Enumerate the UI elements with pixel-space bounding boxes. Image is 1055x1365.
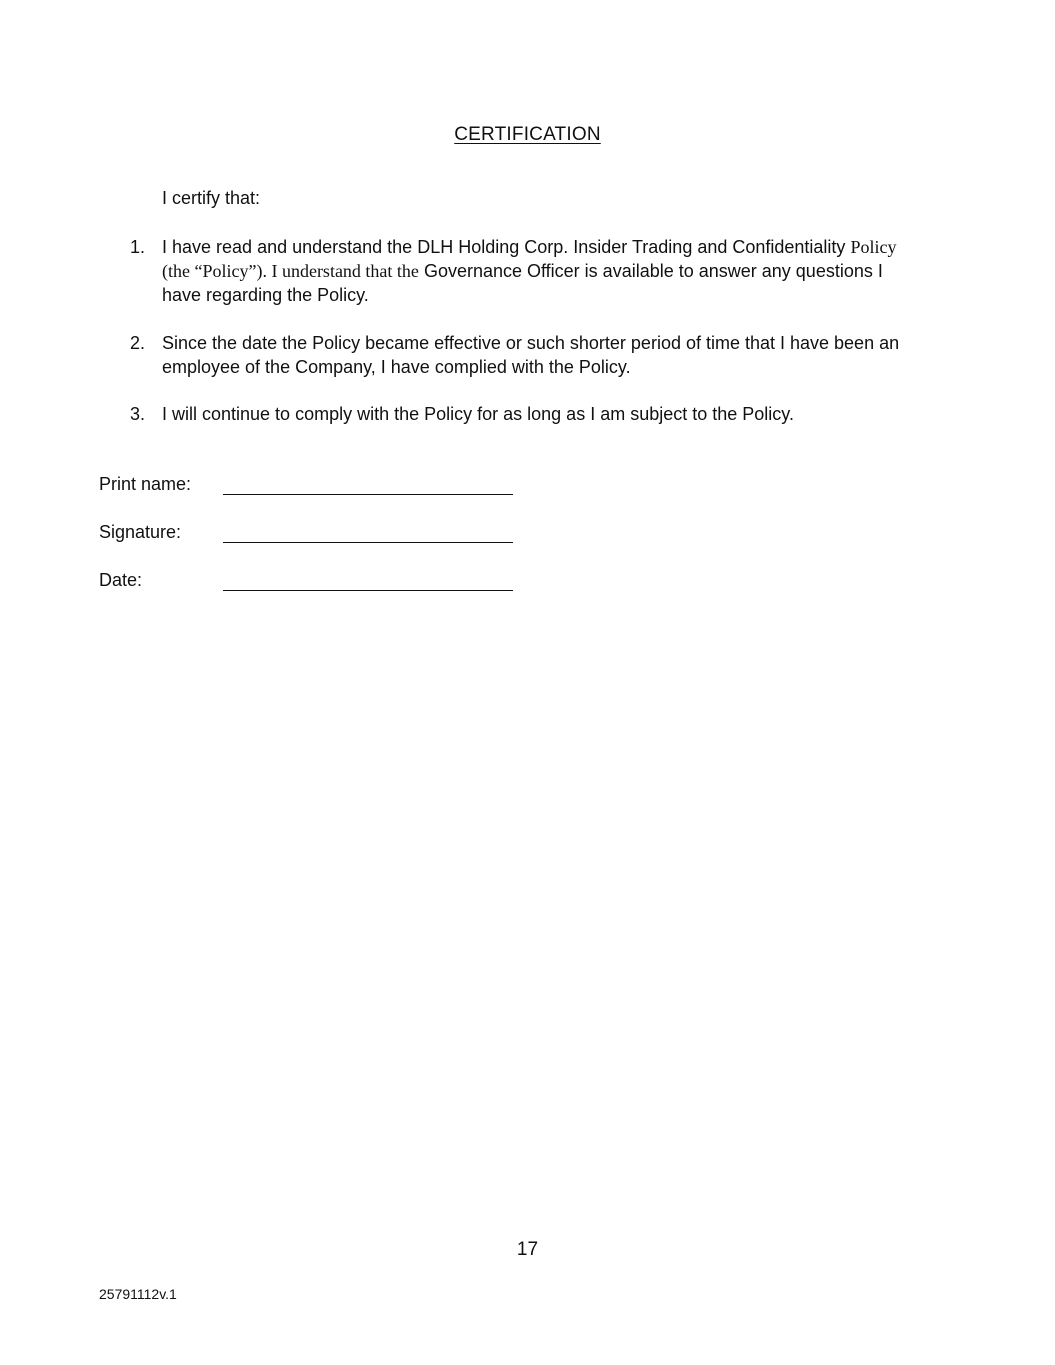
page-number: 17 <box>516 1239 539 1260</box>
document-id: 25791112v.1 <box>99 1286 177 1302</box>
item-text: Since the date the Policy became effective or such shorter period of time that I have been an employee of the Company, I have complied with the Policy. <box>162 333 900 377</box>
certification-item-3 <box>130 402 910 426</box>
print-name-label: Print name: <box>99 474 192 494</box>
item-number: 3. <box>130 404 146 424</box>
date-line[interactable] <box>223 590 513 591</box>
item-number: 2. <box>130 333 146 353</box>
print-name-line[interactable] <box>223 494 513 495</box>
certification-item-2 <box>130 331 910 379</box>
item-text-part3: Governance Officer is available to answer any questions I have regarding the Policy. <box>162 261 883 305</box>
certification-item-1 <box>130 235 910 307</box>
signature-label: Signature: <box>99 522 182 542</box>
item-text-part1: I have read and understand the DLH Holding Corp. Insider Trading and Confidentiality <box>162 237 846 257</box>
item-text-part2: Policy (the “Policy”). I understand that the <box>162 237 897 281</box>
page-title: CERTIFICATION <box>454 124 601 145</box>
date-label: Date: <box>99 570 143 590</box>
item-text <box>162 235 910 307</box>
item-number: 1. <box>130 237 146 257</box>
intro-text: I certify that: <box>162 188 261 208</box>
signature-line[interactable] <box>223 542 513 543</box>
item-text: I will continue to comply with the Policy for as long as I am subject to the Policy. <box>162 404 794 424</box>
